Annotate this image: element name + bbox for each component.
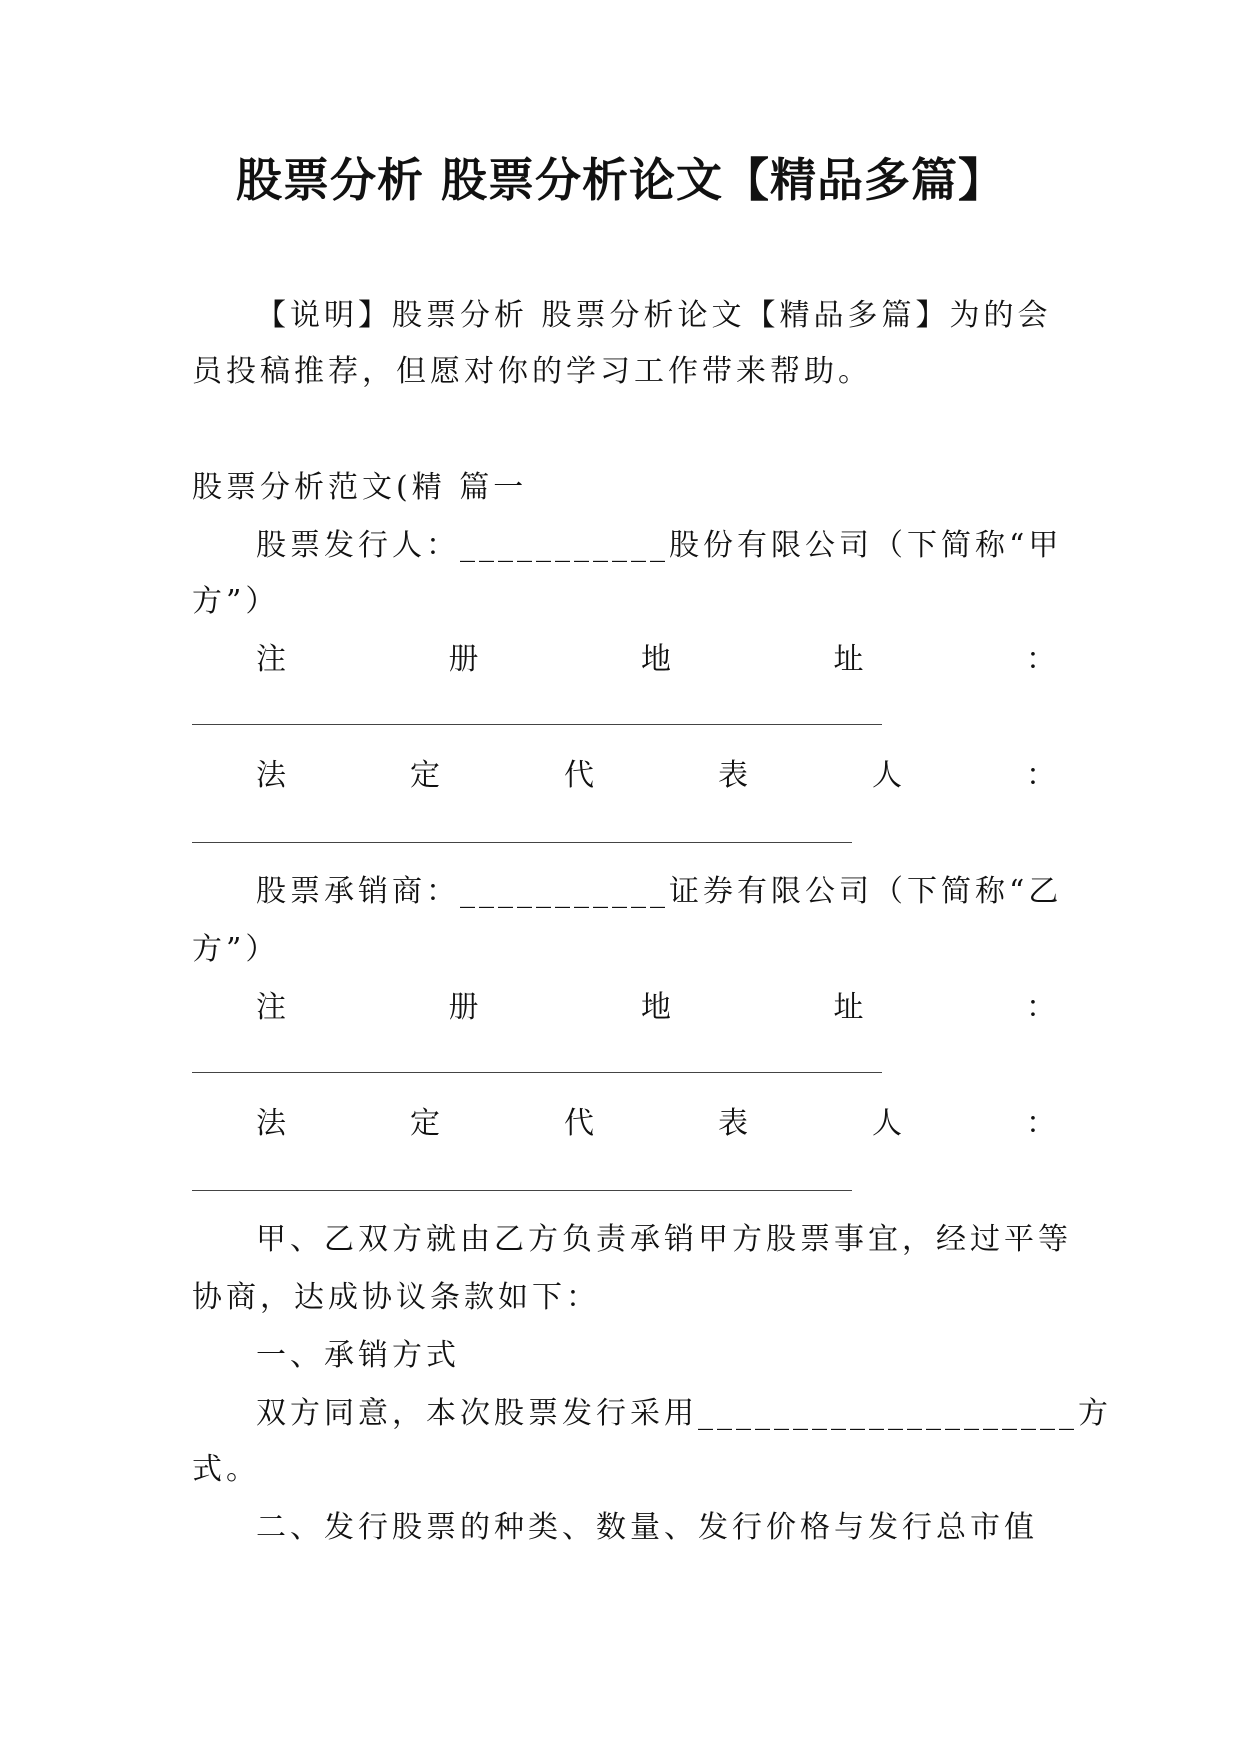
label-char: ： (1026, 642, 1056, 677)
clause-1-heading: 一、承销方式 (256, 1338, 460, 1373)
issuer-line-2: 方”） (192, 584, 280, 619)
label-char: 址 (833, 642, 864, 677)
section-heading: 股票分析范文(精 篇一 (192, 470, 528, 505)
label-char: 人 (872, 1106, 902, 1141)
intro-paragraph-line-1: 【说明】股票分析 股票分析论文【精品多篇】为的会 (256, 298, 1052, 333)
agreement-paragraph-line-1: 甲、乙双方就由乙方负责承销甲方股票事宜，经过平等 (256, 1222, 1072, 1257)
label-char: 人 (872, 758, 902, 793)
label-char: 地 (641, 990, 671, 1025)
label-char: 地 (641, 642, 671, 677)
label-char: 注 (256, 990, 286, 1025)
label-char: 定 (410, 1106, 440, 1141)
clause-1-line-1: 双方同意，本次股票发行采用____________________方 (256, 1396, 1112, 1431)
label-char: 代 (564, 758, 594, 793)
label-char: ： (1026, 1106, 1056, 1141)
label-char: ： (1026, 990, 1056, 1025)
clause-1-line-2: 式。 (192, 1452, 260, 1487)
label-char: 定 (410, 758, 440, 793)
underwriter-registered-address-label (256, 988, 1056, 1028)
agreement-paragraph-line-2: 协商，达成协议条款如下： (192, 1280, 600, 1315)
label-char: 法 (256, 758, 286, 793)
underwriter-legal-representative-label (256, 1104, 1056, 1144)
label-char: 址 (833, 990, 864, 1025)
issuer-legal-representative-label (256, 756, 1056, 796)
label-char: 册 (448, 990, 479, 1025)
label-char: 注 (256, 642, 286, 677)
label-char: 表 (718, 1106, 748, 1141)
issuer-legal-representative-blank (192, 842, 852, 843)
clause-2-heading: 二、发行股票的种类、数量、发行价格与发行总市值 (256, 1510, 1038, 1545)
label-char: 代 (564, 1106, 594, 1141)
label-char: 表 (718, 758, 748, 793)
issuer-registered-address-blank (192, 724, 882, 725)
issuer-line-1: 股票发行人：___________股份有限公司（下简称“甲 (256, 528, 1063, 563)
label-char: ： (1026, 758, 1056, 793)
underwriter-line-2: 方”） (192, 932, 280, 967)
label-char: 法 (256, 1106, 286, 1141)
underwriter-legal-representative-blank (192, 1190, 852, 1191)
issuer-registered-address-label (256, 640, 1056, 680)
page-title: 股票分析 股票分析论文【精品多篇】 (235, 153, 1005, 207)
underwriter-line-1: 股票承销商：___________证券有限公司（下简称“乙 (256, 874, 1063, 909)
label-char: 册 (448, 642, 479, 677)
underwriter-registered-address-blank (192, 1072, 882, 1073)
intro-paragraph-line-2: 员投稿推荐，但愿对你的学习工作带来帮助。 (192, 354, 872, 389)
